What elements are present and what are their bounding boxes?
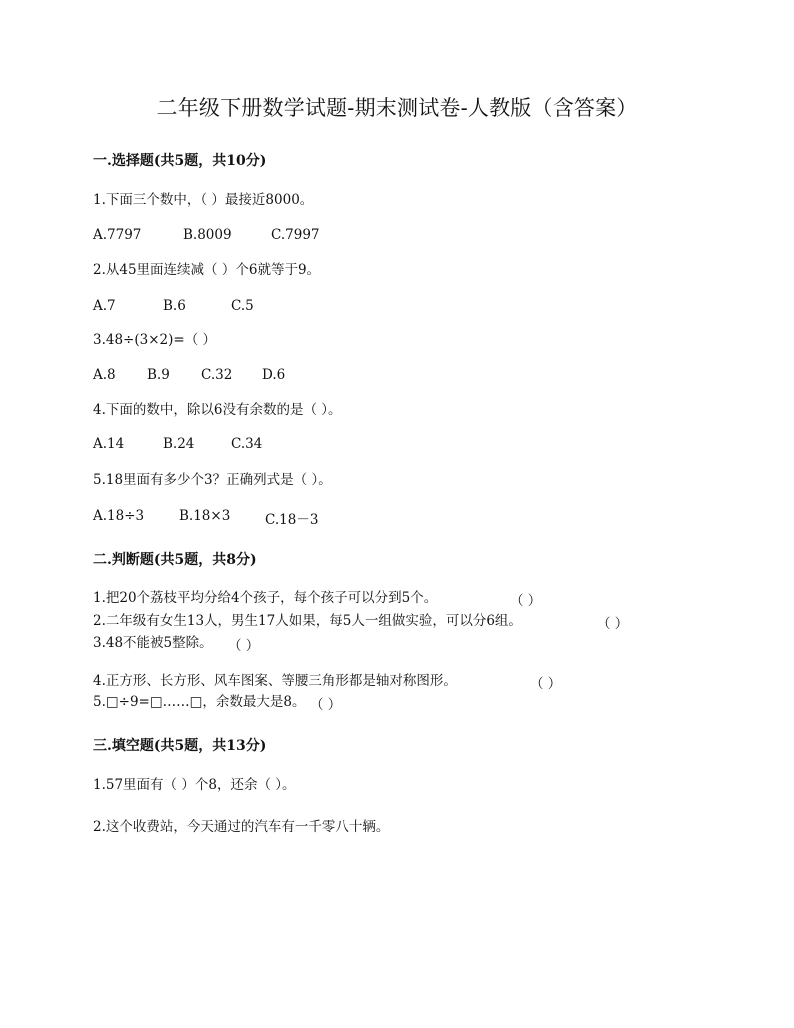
question-text: 2.从45里面连续减（ ）个6就等于9。 xyxy=(93,262,321,278)
judge-item: 4.正方形、长方形、风车图案、等腰三角形都是轴对称图形。 xyxy=(93,673,457,689)
fill-question: 1.57里面有（ ）个8，还余（ ）。 xyxy=(93,777,296,793)
judge-item: 5.□÷9=□……□，余数最大是8。 xyxy=(93,694,306,710)
answer-blank: （ ） xyxy=(530,676,562,692)
option-c: C.32 xyxy=(201,367,233,383)
answer-blank: （ ） xyxy=(510,593,542,609)
option-c: C.18－3 xyxy=(265,512,319,528)
option-b: B.18×3 xyxy=(179,508,231,524)
answer-blank: （ ） xyxy=(597,616,629,632)
answer-blank: （ ） xyxy=(310,697,342,713)
question-text: 5.18里面有多少个3？正确列式是（ ）。 xyxy=(93,472,332,488)
section-heading-judge: 二.判断题(共5题，共8分) xyxy=(93,552,257,568)
option-c: C.34 xyxy=(231,436,263,452)
question-text: 1.下面三个数中，（ ）最接近8000。 xyxy=(93,192,314,208)
option-b: B.24 xyxy=(163,436,195,452)
option-b: B.6 xyxy=(163,298,186,314)
option-a: A.8 xyxy=(93,367,116,383)
section-heading-choice: 一.选择题(共5题，共10分) xyxy=(93,153,267,169)
judge-item: 3.48不能被5整除。 xyxy=(93,635,213,651)
option-a: A.14 xyxy=(93,436,125,452)
answer-blank: （ ） xyxy=(228,638,260,654)
fill-question: 2.这个收费站，今天通过的汽车有一千零八十辆。 xyxy=(93,819,390,835)
option-a: A.18÷3 xyxy=(93,508,145,524)
section-heading-fill: 三.填空题(共5题，共13分) xyxy=(93,738,267,754)
option-b: B.9 xyxy=(147,367,170,383)
judge-item: 1.把20个荔枝平均分给4个孩子，每个孩子可以分到5个。 xyxy=(93,590,438,606)
option-c: C.7997 xyxy=(271,227,320,243)
option-a: A.7797 xyxy=(93,227,142,243)
option-c: C.5 xyxy=(231,298,254,314)
option-b: B.8009 xyxy=(183,227,232,243)
question-text: 3.48÷(3×2)=（ ） xyxy=(93,332,216,348)
question-text: 4.下面的数中，除以6没有余数的是（ ）。 xyxy=(93,402,342,418)
option-a: A.7 xyxy=(93,298,116,314)
page-title: 二年级下册数学试题-期末测试卷-人教版（含答案） xyxy=(156,96,638,120)
judge-item: 2.二年级有女生13人，男生17人如果，每5人一组做实验，可以分6组。 xyxy=(93,613,522,629)
option-d: D.6 xyxy=(262,367,286,383)
